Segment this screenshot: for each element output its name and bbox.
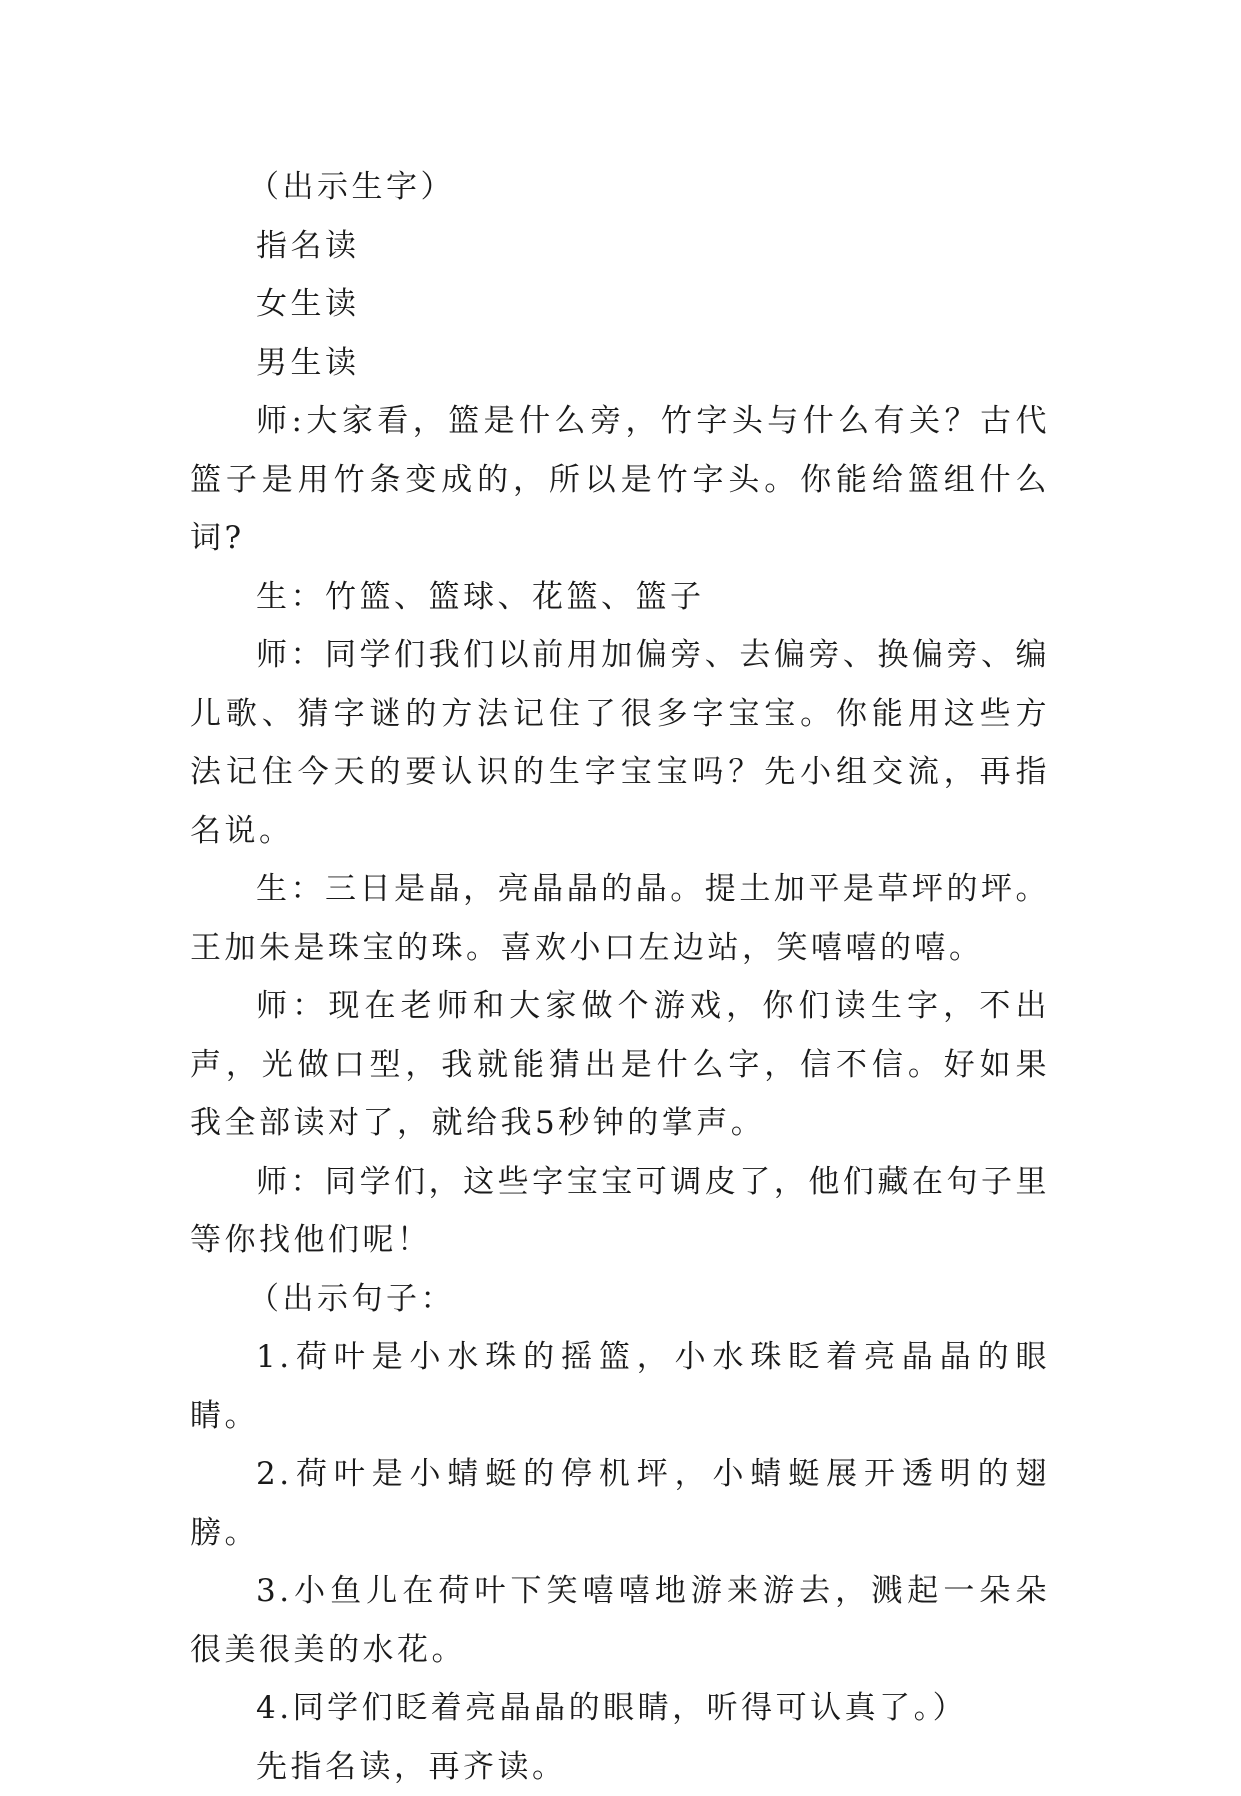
- paragraph-student-methods: 生：三日是晶，亮晶晶的晶。提土加平是草坪的坪。王加朱是珠宝的珠。喜欢小口左边站，笑嘻嘻的嘻。: [190, 860, 1050, 977]
- paragraph-teacher-sentences: 师：同学们，这些字宝宝可调皮了，他们藏在句子里等你找他们呢！: [190, 1153, 1050, 1270]
- paragraph-teacher-game: 师：现在老师和大家做个游戏，你们读生字，不出声，光做口型，我就能猜出是什么字，信不信。好如果我全部读对了，就给我5秒钟的掌声。: [190, 977, 1050, 1153]
- sentence-item-4: 4.同学们眨着亮晶晶的眼睛，听得可认真了。）: [190, 1679, 1050, 1738]
- document-body: [190, 158, 1050, 1796]
- paragraph-teacher-methods: 师：同学们我们以前用加偏旁、去偏旁、换偏旁、编儿歌、猜字谜的方法记住了很多字宝宝。你能用这些方法记住今天的要认识的生字宝宝吗？先小组交流，再指名说。: [190, 626, 1050, 860]
- paragraph-read-instruction: 先指名读，再齐读。: [190, 1738, 1050, 1796]
- paragraph-named-reading: 指名读: [190, 217, 1050, 276]
- paragraph-student-words: 生：竹篮、篮球、花篮、篮子: [190, 568, 1050, 627]
- paragraph-girls-read: 女生读: [190, 275, 1050, 334]
- sentence-item-1: 1.荷叶是小水珠的摇篮，小水珠眨着亮晶晶的眼睛。: [190, 1328, 1050, 1445]
- paragraph-show-sentences: （出示句子：: [190, 1270, 1050, 1329]
- sentence-item-3: 3.小鱼儿在荷叶下笑嘻嘻地游来游去，溅起一朵朵很美很美的水花。: [190, 1562, 1050, 1679]
- paragraph-boys-read: 男生读: [190, 334, 1050, 393]
- paragraph-teacher-basket: 师:大家看，篮是什么旁，竹字头与什么有关？古代篮子是用竹条变成的，所以是竹字头。你能给篮组什么词?: [190, 392, 1050, 568]
- paragraph-show-characters: （出示生字）: [190, 158, 1050, 217]
- sentence-item-2: 2.荷叶是小蜻蜓的停机坪，小蜻蜓展开透明的翅膀。: [190, 1445, 1050, 1562]
